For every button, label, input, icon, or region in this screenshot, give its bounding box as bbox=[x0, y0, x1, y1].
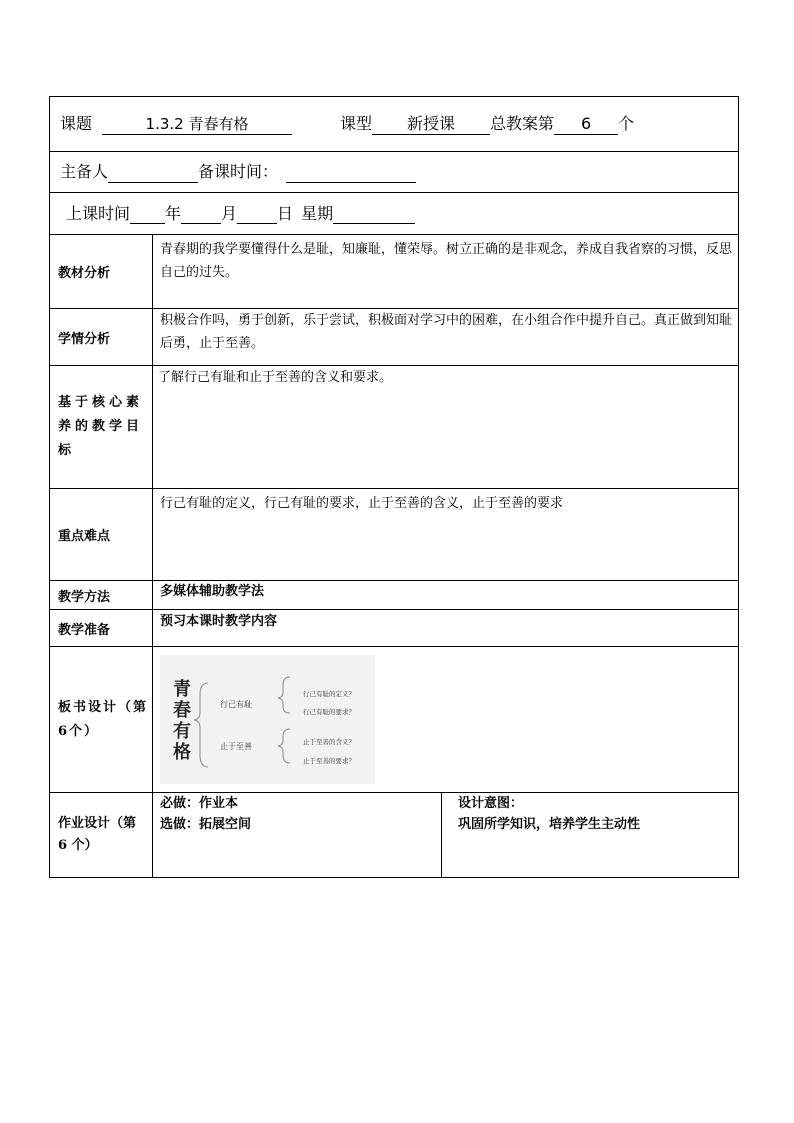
core-goals-content: 了解行己有耻和止于至善的含义和要求。 bbox=[158, 370, 393, 385]
year-blank bbox=[130, 203, 165, 224]
teaching-method-content: 多媒体辅助教学法 bbox=[160, 584, 265, 599]
day-label: 日 bbox=[277, 203, 294, 223]
weekday-blank bbox=[333, 203, 415, 224]
board-branch-1-item-2: 行己有耻的要求？ bbox=[303, 708, 355, 716]
class-time-row bbox=[50, 193, 738, 235]
homework-optional: 选做：拓展空间 bbox=[160, 817, 252, 832]
board-branch-2-item-1: 止于至善的含义？ bbox=[303, 738, 355, 746]
teaching-method-label: 教学方法 bbox=[50, 581, 153, 609]
board-branch-2: 止于至善 bbox=[220, 742, 252, 751]
month-label: 月 bbox=[221, 203, 238, 223]
key-points-row bbox=[50, 489, 738, 581]
prep-time-label: 备课时间： bbox=[198, 162, 279, 181]
student-analysis-row bbox=[50, 309, 738, 366]
class-time-label: 上课时间 bbox=[66, 203, 131, 223]
student-analysis-content: 积极合作吗，勇于创新，乐于尝试，积极面对学习中的困难，在小组合作中提升自己。真正做到知耻后勇，止于至善。 bbox=[160, 313, 733, 351]
preparer-label: 主备人 bbox=[60, 162, 109, 181]
material-analysis-label: 教材分析 bbox=[50, 235, 153, 308]
board-design-row bbox=[50, 647, 738, 793]
day-blank bbox=[237, 203, 277, 224]
key-points-label: 重点难点 bbox=[50, 489, 153, 580]
homework-intent bbox=[450, 793, 738, 835]
core-goals-row bbox=[50, 366, 738, 489]
homework-tasks bbox=[153, 793, 442, 877]
key-points-content: 行己有耻的定义，行己有耻的要求，止于至善的含义，止于至善的要求 bbox=[160, 496, 564, 511]
board-branch-2-item-2: 止于至善的要求？ bbox=[303, 757, 355, 765]
homework-intent-label: 设计意图： bbox=[458, 796, 524, 811]
board-branch-1-item-1: 行己有耻的定义？ bbox=[303, 690, 355, 698]
prep-time-blank bbox=[286, 162, 416, 183]
lesson-type-value: 新授课 bbox=[372, 114, 490, 135]
year-label: 年 bbox=[165, 203, 182, 223]
lesson-plan-table bbox=[49, 96, 739, 878]
homework-intent-text: 巩固所学知识，培养学生主动性 bbox=[458, 817, 641, 832]
board-title: 青春有格 bbox=[173, 679, 191, 763]
homework-row bbox=[50, 793, 738, 877]
preparation-label: 教学准备 bbox=[50, 610, 153, 646]
homework-label: 作业设计（第 6 个） bbox=[50, 793, 153, 877]
core-goals-label: 基于核心素养的教学目标 bbox=[50, 366, 153, 488]
lesson-type-label: 课型 bbox=[340, 114, 373, 133]
board-design-cell bbox=[153, 647, 738, 792]
student-analysis-label: 学情分析 bbox=[50, 309, 153, 365]
material-analysis-content: 青春期的我学要懂得什么是耻，知廉耻，懂荣辱。树立正确的是非观念，养成自我省察的习惯，反思自己的过失。 bbox=[160, 242, 733, 280]
weekday-label: 星期 bbox=[301, 203, 334, 223]
material-analysis-row bbox=[50, 235, 738, 309]
preparation-content: 预习本课时教学内容 bbox=[160, 614, 278, 629]
preparation-row bbox=[50, 610, 738, 647]
topic-row bbox=[50, 97, 738, 152]
preparer-blank bbox=[108, 162, 198, 183]
total-plan-label: 总教案第 bbox=[490, 114, 555, 133]
board-design-label: 板书设计（第6个） bbox=[50, 647, 153, 792]
board-branch-1: 行己有耻 bbox=[220, 700, 252, 709]
month-blank bbox=[181, 203, 221, 224]
board-design-image bbox=[160, 655, 375, 784]
topic-label: 课题 bbox=[60, 114, 93, 133]
total-plan-value: 6 bbox=[554, 114, 618, 135]
topic-value: 1.3.2 青春有格 bbox=[102, 114, 292, 135]
total-plan-unit: 个 bbox=[618, 114, 635, 133]
homework-required: 必做：作业本 bbox=[160, 796, 239, 811]
preparer-row bbox=[50, 152, 738, 193]
teaching-method-row bbox=[50, 581, 738, 610]
